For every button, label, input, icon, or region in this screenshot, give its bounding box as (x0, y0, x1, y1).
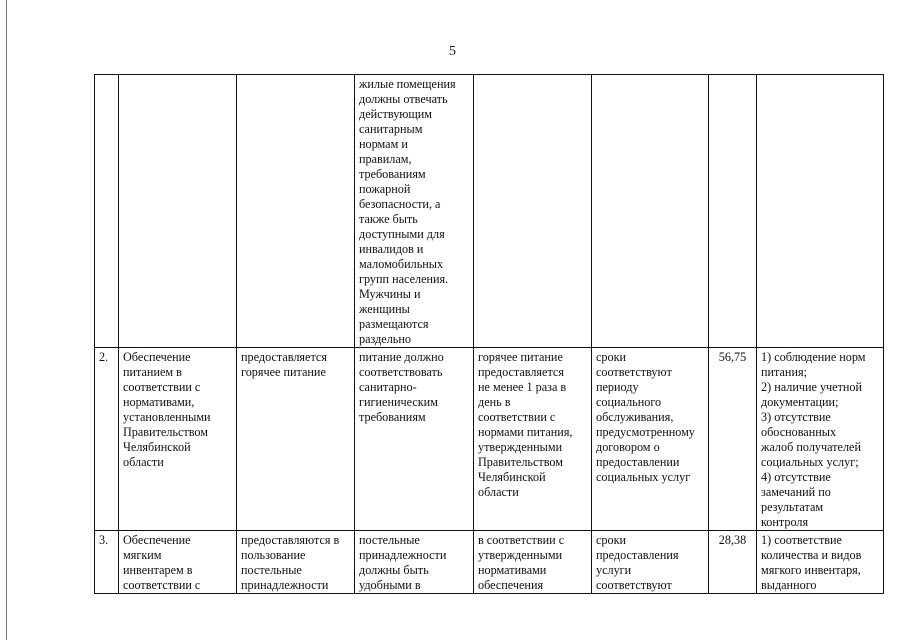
cell-line: требованиям (359, 167, 426, 181)
cell-line: действующим (359, 107, 433, 121)
cell-line: инвентарем в (123, 563, 193, 577)
cell-line: обоснованных (761, 425, 837, 439)
cell-line: Обеспечение (123, 350, 191, 364)
cell-line: социальных услуг; (761, 455, 859, 469)
cell-standard (474, 531, 592, 594)
cell-line: предоставления (596, 548, 679, 562)
cell-standard (474, 348, 592, 531)
cell-line: правилам, (359, 152, 412, 166)
cell-line: предусмотренному (596, 425, 695, 439)
cell-line: нормативами (478, 563, 547, 577)
cell-line: Правительством (123, 425, 208, 439)
table-row (95, 531, 884, 594)
cell-line: установленными (123, 410, 211, 424)
cell-line: соответствии с (123, 380, 201, 394)
cell-line: жилые помещения (359, 77, 456, 91)
cell-line: Челябинской (123, 440, 191, 454)
cell-line: 1) соответствие (761, 533, 842, 547)
cell-line: обеспечения (478, 578, 544, 592)
cell-quality-indicators (757, 531, 884, 594)
cell-line: Мужчины и (359, 287, 421, 301)
cell-line: горячее питание (478, 350, 563, 364)
cell-line: соответствии с (478, 410, 556, 424)
cell-line: безопасности, а (359, 197, 441, 211)
cell-line: в соответствии с (478, 533, 565, 547)
cell-requirements (355, 75, 474, 348)
cell-line: области (123, 455, 164, 469)
cell-line: 2) наличие учетной (761, 380, 863, 394)
cell-line: санитарным (359, 122, 423, 136)
cell-line: выданного (761, 578, 817, 592)
cell-line: размещаются (359, 317, 429, 331)
cell-standard (474, 75, 592, 348)
cell-line: предоставляется (241, 350, 327, 364)
cell-service-description (237, 531, 355, 594)
cell-line: 4) отсутствие (761, 470, 831, 484)
cell-line: санитарно- (359, 380, 417, 394)
cell-line: области (478, 485, 519, 499)
cell-quality-indicators (757, 75, 884, 348)
cell-line: групп населения. (359, 272, 449, 286)
cell-line: удобными в (359, 578, 421, 592)
cell-line: предоставлении (596, 455, 680, 469)
cell-line: нормативами, (123, 395, 195, 409)
cell-line: также быть (359, 212, 418, 226)
cell-line: горячее питание (241, 365, 326, 379)
cell-line: питания; (761, 365, 807, 379)
cell-line: контроля (761, 515, 809, 529)
cell-quality-indicators (757, 348, 884, 531)
cell-line: документации; (761, 395, 839, 409)
cell-line: обслуживания, (596, 410, 674, 424)
cell-line: день в (478, 395, 511, 409)
cell-line: питанием в (123, 365, 182, 379)
cell-line: количества и видов (761, 548, 862, 562)
cell-service-description (237, 75, 355, 348)
cell-line: доступными для (359, 227, 445, 241)
cell-line: договором о (596, 440, 660, 454)
cell-line: 3) отсутствие (761, 410, 831, 424)
table-row (95, 348, 884, 531)
cell-line: утвержденными (478, 440, 563, 454)
left-margin-line (6, 0, 7, 640)
cell-line: принадлежности (359, 548, 447, 562)
services-table (94, 74, 884, 594)
page-number: 5 (449, 44, 456, 59)
cell-price: 28,38 (709, 531, 757, 594)
cell-line: мягким (123, 548, 162, 562)
cell-line: периоду (596, 380, 639, 394)
cell-line: должны быть (359, 563, 429, 577)
cell-service-name (119, 531, 237, 594)
cell-line: результатам (761, 500, 824, 514)
cell-line: питание должно (359, 350, 444, 364)
cell-line: социальных услуг (596, 470, 691, 484)
cell-line: нормам и (359, 137, 408, 151)
cell-line: утвержденными (478, 548, 563, 562)
cell-line: гигиеническим (359, 395, 438, 409)
cell-terms (592, 75, 709, 348)
cell-line: должны отвечать (359, 92, 448, 106)
cell-line: предоставляется (478, 365, 564, 379)
cell-line: пожарной (359, 182, 411, 196)
cell-line: требованиям (359, 410, 426, 424)
cell-line: Правительством (478, 455, 563, 469)
cell-row-number (95, 75, 119, 348)
cell-row-number: 2. (95, 348, 119, 531)
cell-terms (592, 531, 709, 594)
cell-line: Обеспечение (123, 533, 191, 547)
cell-line: нормами питания, (478, 425, 573, 439)
cell-line: соответствии с (123, 578, 201, 592)
cell-price: 56,75 (709, 348, 757, 531)
table-row (95, 75, 884, 348)
cell-requirements (355, 348, 474, 531)
cell-line: Челябинской (478, 470, 546, 484)
cell-line: сроки (596, 533, 627, 547)
cell-line: принадлежности (241, 578, 329, 592)
cell-terms (592, 348, 709, 531)
cell-line: соответствовать (359, 365, 443, 379)
cell-line: мягкого инвентаря, (761, 563, 861, 577)
cell-line: маломобильных (359, 257, 444, 271)
cell-line: раздельно (359, 332, 411, 346)
cell-line: сроки (596, 350, 627, 364)
cell-line: предоставляются в (241, 533, 340, 547)
cell-line: женщины (359, 302, 410, 316)
cell-line: соответствуют (596, 578, 672, 592)
cell-service-description (237, 348, 355, 531)
cell-service-name (119, 75, 237, 348)
cell-line: соответствуют (596, 365, 672, 379)
cell-line: инвалидов и (359, 242, 424, 256)
cell-line: постельные (359, 533, 420, 547)
table-body (95, 75, 884, 594)
cell-row-number: 3. (95, 531, 119, 594)
cell-line: постельные (241, 563, 302, 577)
cell-requirements (355, 531, 474, 594)
cell-line: 1) соблюдение норм (761, 350, 866, 364)
cell-price (709, 75, 757, 348)
cell-line: социального (596, 395, 662, 409)
cell-line: жалоб получателей (761, 440, 861, 454)
cell-line: услуги (596, 563, 632, 577)
cell-line: замечаний по (761, 485, 831, 499)
cell-line: не менее 1 раза в (478, 380, 567, 394)
cell-line: пользование (241, 548, 306, 562)
cell-service-name (119, 348, 237, 531)
